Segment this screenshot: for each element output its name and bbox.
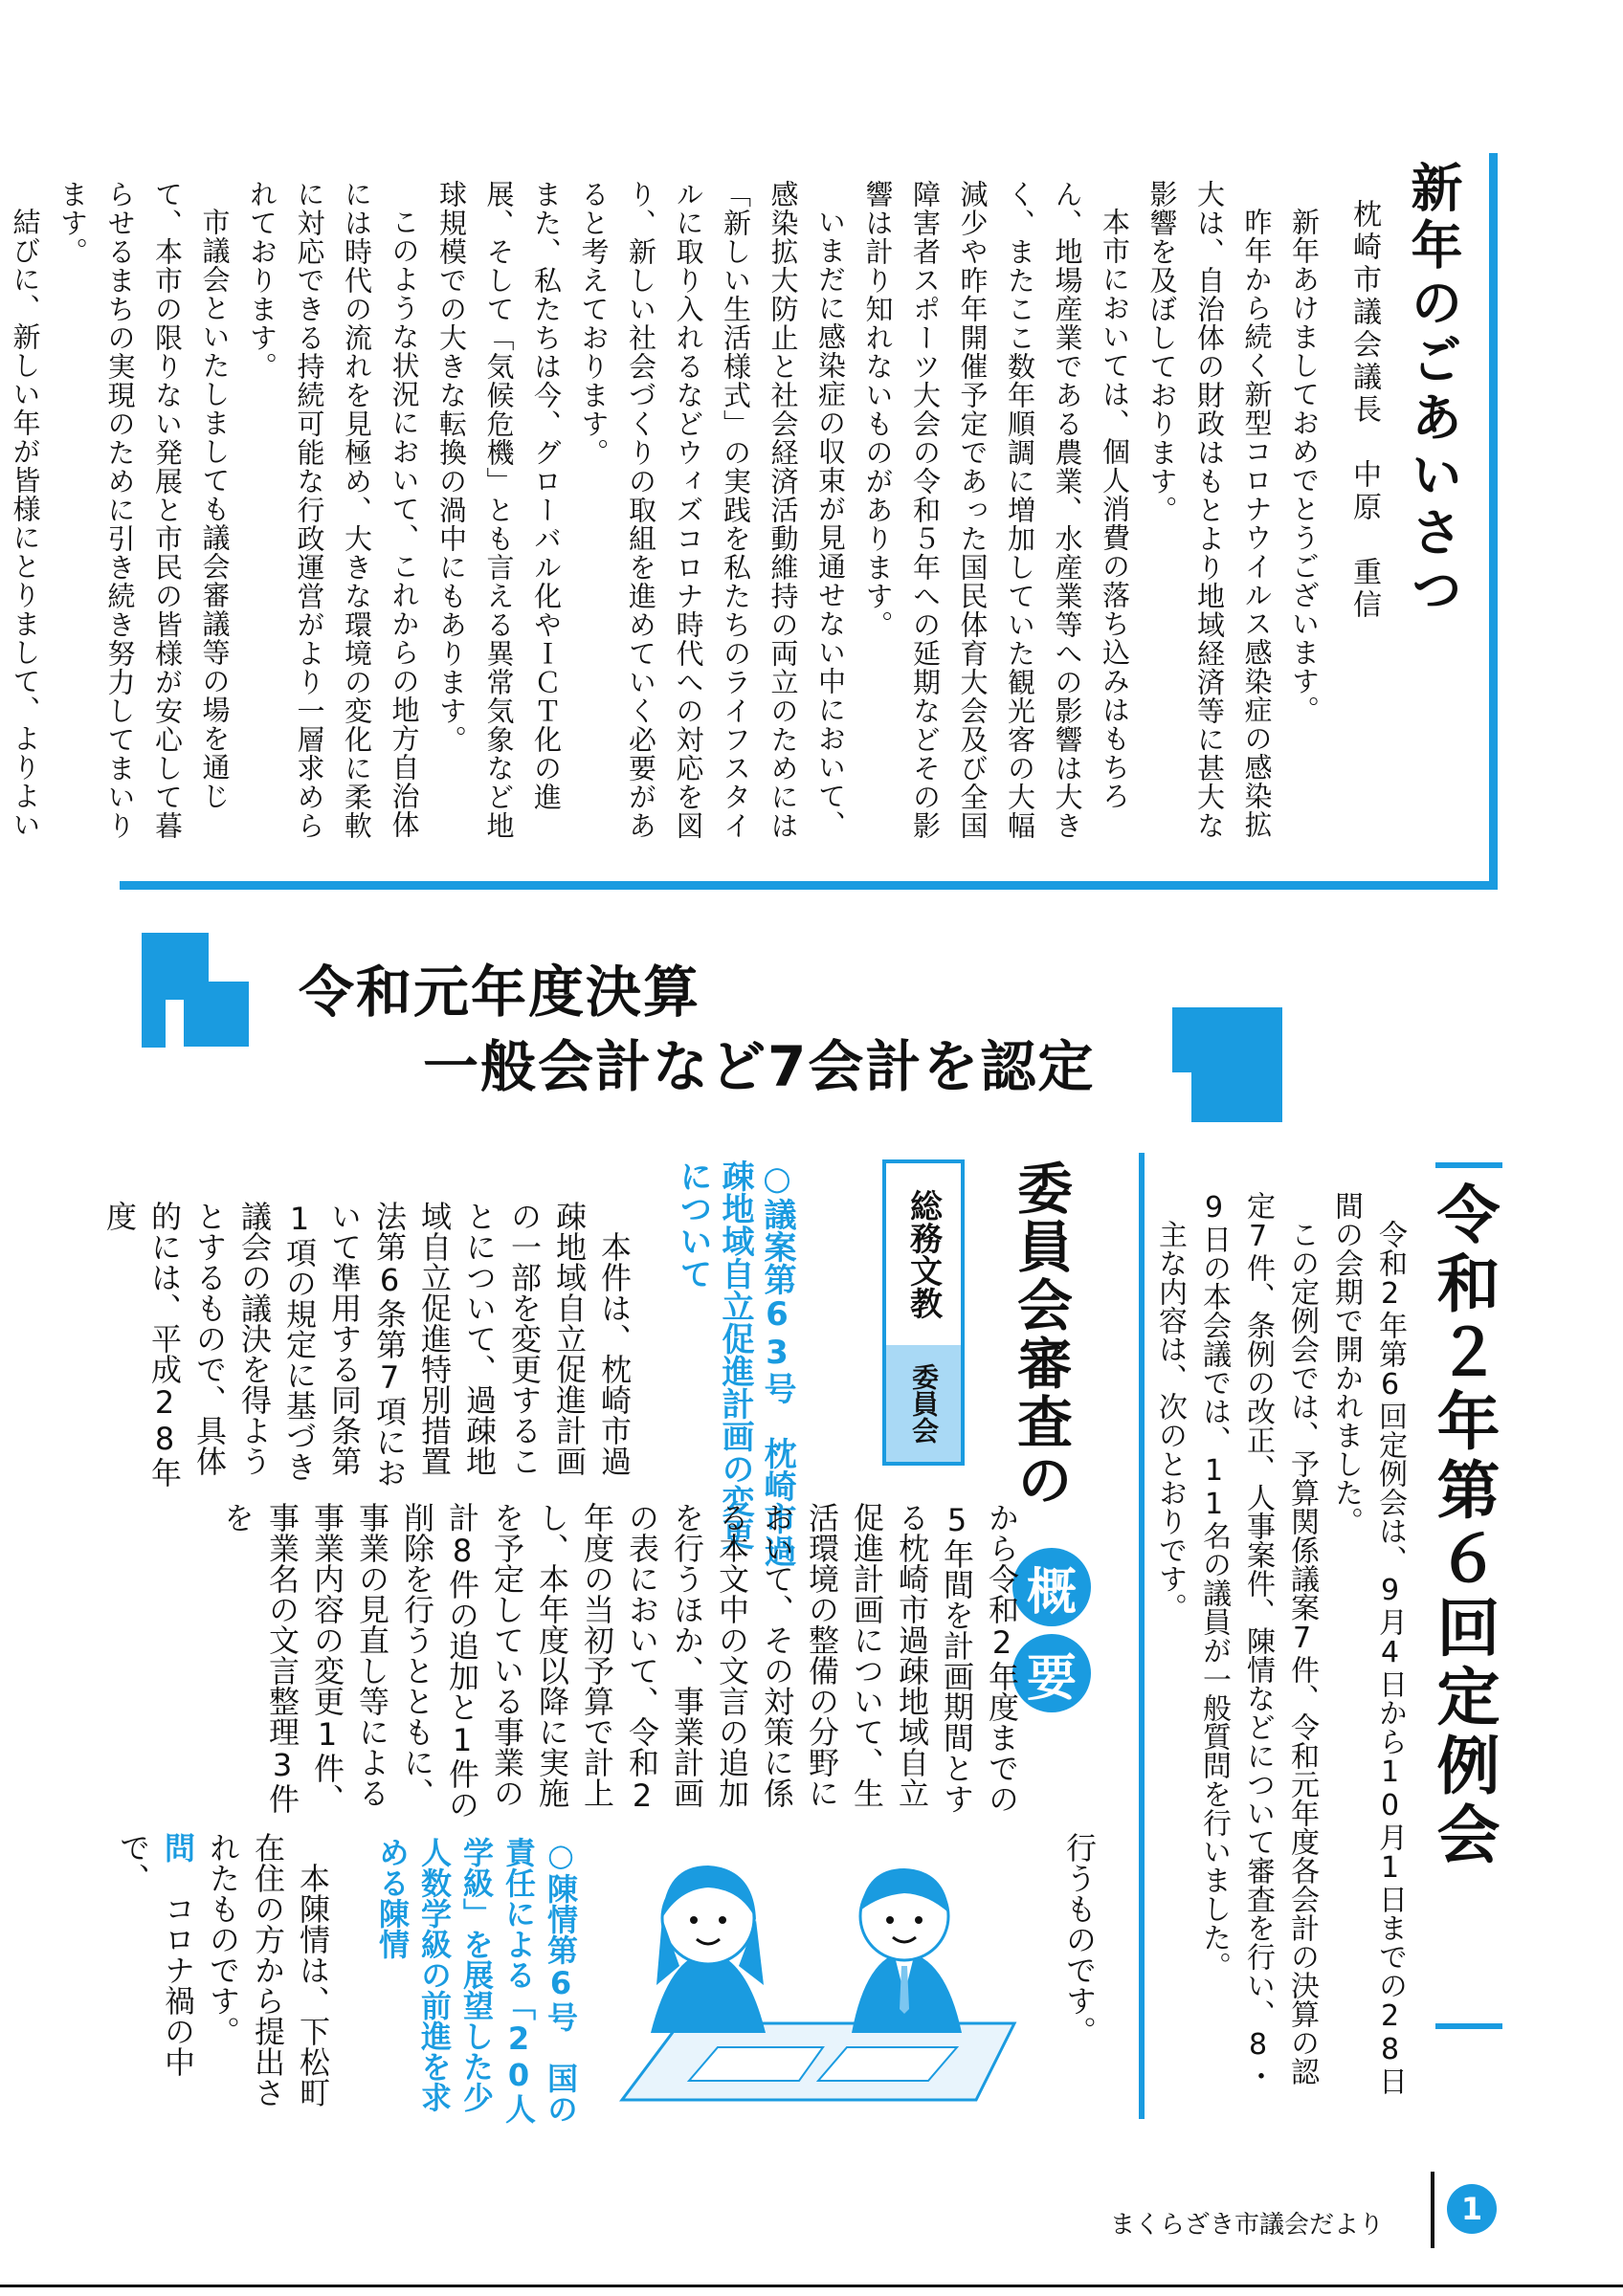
session-title-bar (1435, 2023, 1502, 2029)
greeting-frame-right (1489, 153, 1498, 890)
session-paragraph: この定例会では、予算関係議案7件、令和元年度各会計の決算の認定7件、条例の改正、人事案件、陳情などについて審査を行い、8・9日の本会議では、11名の議員が一般質問を行いました。 (1197, 1191, 1319, 2090)
settlement-banner (0, 918, 1623, 1129)
committee-title-circle: 概 (1012, 1548, 1091, 1626)
greeting-paragraph: いまだに感染症の収束が見通せない中において、感染拡大防止と社会経済活動維持の両立のためには「新しい生活様式」の実践を私たちのライフスタイルに取り入れるなどウィズコロナ時代への対応を図り、新しい社会づくりの取組を進めていく必要があると考えております。 (577, 180, 847, 840)
greeting-paragraph: 結びに、新しい年が皆様にとりまして、よりよい (9, 208, 42, 839)
greeting-paragraph: このような状況において、これからの地方自治体には時代の流れを見極め、大きな環境の変化に柔軟に対応できる持続可能な行政運営がより一層求められております。 (246, 180, 421, 840)
committee-title-circle: 要 (1012, 1634, 1091, 1712)
session-body (1147, 1191, 1412, 2109)
greeting-paragraph: 新年あけましておめでとうございます。 (1288, 208, 1321, 724)
session-tail-text: 行うものです。 (1061, 1832, 1098, 2046)
committee-title: 委員会審査の (1008, 1159, 1073, 1510)
footer-divider (1431, 2172, 1434, 2248)
question-text: コロナ禍の中で、 (115, 1832, 196, 2077)
banner-square-decoration (142, 933, 166, 1048)
committee-tag-name: 総務文教 (886, 1163, 961, 1345)
session-title: 令和２年第６回定例会 (1426, 1181, 1500, 1870)
greeting-paragraph: 市議会といたしましても議会審議等の場を通じて、本市の限りない発展と市民の皆様が安心して暮らせるまちの実現のために引き続き努力してまいります。 (56, 180, 232, 840)
item2-question-row (110, 1832, 200, 2119)
session-title-bar (1435, 1162, 1502, 1168)
item1-heading: ○議案第63号 枕崎市過疎地域自立促進計画の変更について (674, 1159, 796, 1567)
committee-tag (882, 1159, 965, 1466)
greeting-frame-bottom (120, 881, 1498, 890)
banner-square-decoration (1191, 1052, 1282, 1122)
greeting-paragraph: 本市においては、個人消費の落ち込みはもちろん、地場産業である農業、水産業等への影響は大きく、またここ数年順調に増加していた観光客の大幅減少や昨年開催予定であった国民体育大会及び全国障害者スポーツ大会の令和５年への延期などその影響は計り知れないものがあります。 (861, 180, 1131, 840)
item1-body-part1: 本件は、枕崎市過疎地域自立促進計画の一部を変更することについて、過疎地域自立促進特別措置法第6条第7項において準用する同条第1項の規定に基づき議会の議決を得ようとするもので、具体的には、平成28年度 (101, 1201, 633, 1488)
session-section (1139, 1153, 1522, 2138)
item2-body-text: 本陳情は、下松町在住の方から提出されたものです。 (205, 1832, 331, 2108)
item1-body-part2: から令和2年度までの5年間を計画期間とする枕崎市過疎地域自立促進計画について、生活環境の整備の分野において、その対策に係る本文中の文言の追加を行うほか、事業計画の表において、令和2年度の当初予算で計上し、本年度以降に実施を予定している事業の計8件の追加と1件の削除を行うとともに、事業の見直し等による事業内容の変更1件、事業名の文言整理3件を (219, 1502, 1020, 1820)
session-divider (1139, 1153, 1145, 2119)
committee-tag-label: 委員会 (886, 1345, 961, 1462)
publication-name: まくらざき市議会だより (1110, 2211, 1385, 2240)
greeting-section (9, 153, 1498, 890)
banner-title-line1: 令和元年度決算 (299, 960, 701, 1025)
greeting-author: 枕崎市議会議長 中原 重信 (1347, 199, 1381, 622)
session-paragraph: 主な内容は、次のとおりです。 (1153, 1220, 1187, 1622)
banner-square-decoration (184, 982, 249, 1047)
greeting-paragraph: また、私たちは今、グローバル化やＩＣＴ化の進展、そして「気候危機」とも言える異常気象など地球規模での大きな転換の渦中にもあります。 (435, 180, 563, 840)
greeting-title: 新年のごあいさつ (1403, 161, 1464, 620)
students-illustration-svg (612, 1842, 1024, 2119)
greeting-paragraph: 昨年から続く新型コロナウイルス感染症の感染拡大は、自治体の財政はもとより地域経済等に甚大な影響を及ぼしております。 (1145, 180, 1274, 840)
bottom-rule (0, 2285, 1623, 2287)
page-number: 1 (1447, 2184, 1497, 2234)
session-paragraph: 令和2年第6回定例会は、9月4日から10月1日までの28日間の会期で開かれました。 (1329, 1191, 1407, 2095)
greeting-body (9, 180, 1327, 859)
banner-title-line2: 一般会計など7会計を認定 (423, 1034, 1096, 1099)
students-illustration (612, 1842, 1024, 2119)
item2-heading: ○陳情第6号 国の責任による「20人学級」を展望した少人数学級の前進を求める陳情 (374, 1837, 579, 2124)
item2-body (115, 1832, 335, 2119)
question-label: 問 (160, 1832, 196, 1863)
